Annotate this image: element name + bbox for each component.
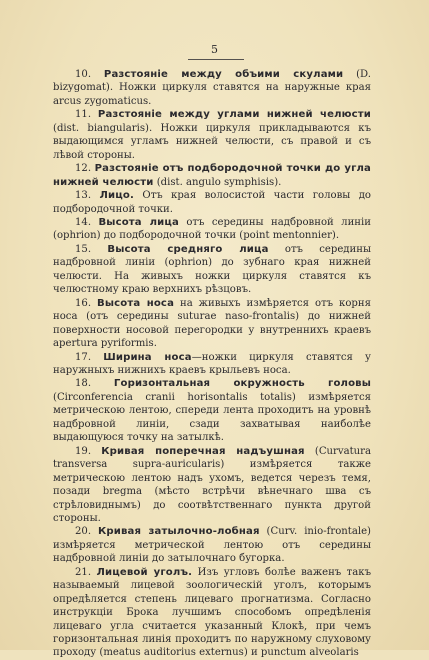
entry-text: Отъ края волосистой части головы до подбородочной точки.	[53, 190, 371, 215]
page-body	[53, 68, 371, 660]
header-rule	[188, 59, 244, 60]
entry-number: 13.	[75, 190, 92, 202]
entry-number: 11.	[75, 109, 92, 121]
entry-text: (dist. biangularis). Ножки циркуля прикладываются къ выдающимся угламъ нижней челюсти, съ правой и съ лѣвой стороны.	[53, 122, 371, 161]
entry-text: (Curv. inio-frontale) измѣряется метрической лентою отъ середины надбровной линіи до затылочнаго бугорка.	[53, 526, 371, 565]
entry-number: 21.	[75, 566, 92, 578]
entry-text: (Curvatura transversa supra-auricularis) измѣряется также метрическою лентою надъ ухомъ, ведется черезъ темя, позади bregma (мѣсто встрѣчи вѣнечнаго шва съ стрѣловиднымъ) до соотвѣтственнаго пункта другой стороны.	[53, 445, 371, 524]
entry-number: 18.	[75, 378, 92, 390]
entry-text: (Circonferencia cranii horisontalis totalis) измѣряется метрическою лентою, спереди лента проходитъ на уровнѣ надбровной линіи, сзади захватывая наиболѣе выдающуюся точку на затылкѣ.	[53, 391, 371, 444]
entry-text: отъ середины надбровной линіи (ophrion) до подбородочной точки (point mentonnier).	[53, 216, 371, 242]
entry-text: Изъ угловъ болѣе важенъ такъ называемый лицевой зоологическій уголъ, которымъ опредѣляется степень лицеваго прогнатизма. Согласно инструкціи Брока лучшимъ способомъ опредѣленія лицеваго угла считается указанный Клокѣ, при чемъ горизонтальная линія проходитъ по наружному слуховому проходу (meatus auditorius externus) и punctum alveolaris	[53, 566, 371, 659]
entry-number: 15.	[75, 243, 92, 255]
entry-title: Высота лица	[98, 216, 179, 228]
entry-number: 16.	[75, 297, 92, 309]
entry-text: на живыхъ измѣряется отъ корня носа (отъ середины suturae naso-frontalis) до нижней поверхности носовой перегородки у внутреннихъ краевъ apertura pyriformis.	[53, 297, 371, 350]
entry-11	[53, 108, 371, 162]
entry-title: Разстояніе между углами нижней челюсти	[97, 109, 371, 121]
entry-16	[53, 297, 371, 351]
entry-title: Разстояніе между объими скулами	[103, 69, 344, 80]
entry-text: —ножки циркуля ставятся у наружныхъ нижнихъ краевъ крыльевъ носа.	[53, 351, 371, 376]
entry-17	[53, 351, 371, 378]
entry-title: Кривая поперечная надъушная	[101, 445, 305, 457]
entry-text: (dist. angulo symphisis).	[156, 176, 282, 188]
page-number: 5	[211, 43, 218, 56]
entry-21	[53, 566, 371, 660]
entry-18	[53, 377, 371, 444]
entry-12	[53, 162, 371, 189]
entry-text: (D. bizygomat). Ножки циркуля ставятся на наружные края arcus zygomaticus.	[53, 69, 371, 107]
entry-number: 19.	[75, 445, 92, 457]
entry-title: Разстояніе отъ подбородочной точки до угла нижней челюсти	[53, 163, 371, 188]
entry-number: 14.	[75, 216, 92, 228]
entry-number: 10.	[75, 69, 92, 80]
entry-title: Лицо.	[99, 190, 134, 202]
entry-20	[53, 525, 371, 565]
entry-13	[53, 189, 371, 216]
entry-title: Высота носа	[97, 297, 175, 309]
entry-number: 17.	[75, 351, 92, 363]
entry-number: 12.	[75, 163, 92, 175]
entry-19	[53, 445, 371, 526]
entry-title: Высота средняго лица	[107, 243, 269, 255]
entry-title: Ширина носа	[103, 351, 192, 363]
entry-title: Кривая затылочно-лобная	[98, 526, 260, 538]
entry-number: 20.	[75, 526, 92, 538]
entry-title: Горизонтальная окружность головы	[113, 378, 371, 390]
entry-title: Лицевой уголъ.	[96, 566, 193, 578]
entry-text: отъ середины надбровной линіи (ophrion) до зубнаго края нижней челюсти. На живыхъ ножки циркуля ставятся къ челюстному краю верхнихъ рѣзцовъ.	[53, 243, 372, 296]
entry-10	[53, 68, 371, 108]
entry-14	[53, 216, 371, 243]
entry-15	[53, 243, 371, 297]
